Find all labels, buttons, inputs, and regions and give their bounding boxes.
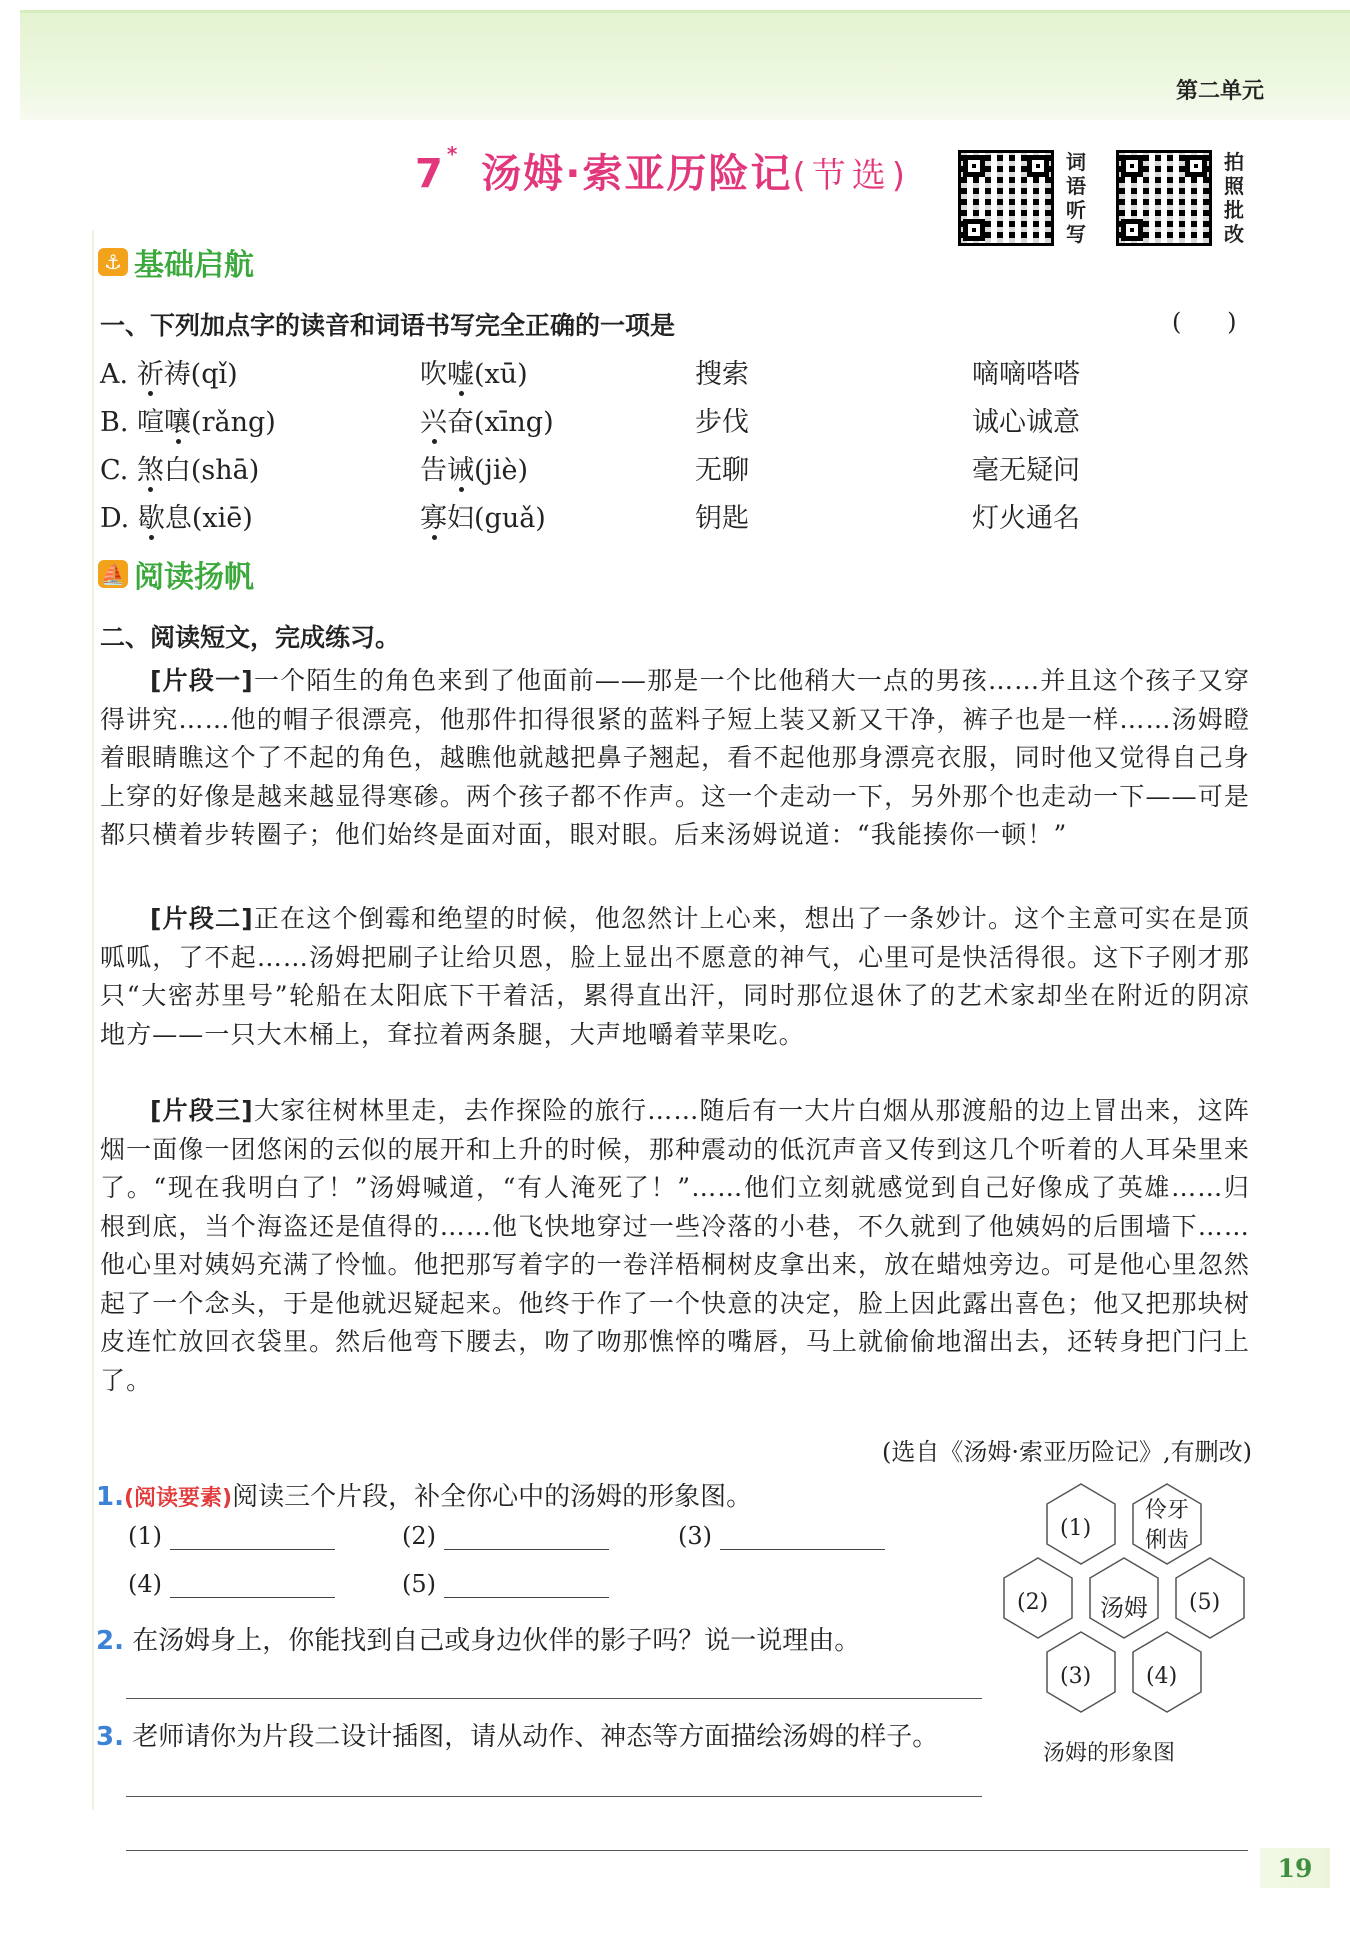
header-band — [20, 10, 1350, 120]
lesson-subtitle: (节选) — [792, 156, 912, 196]
page-number: 19 — [1260, 1848, 1330, 1888]
option-b-item-3: 步伐 — [695, 407, 749, 438]
answer-line-q3-1[interactable] — [126, 1796, 982, 1797]
lesson-number: 7 * — [415, 142, 460, 197]
passage-source: (选自《汤姆·索亚历险记》,有删改) — [882, 1438, 1252, 1466]
margin-rule — [92, 230, 94, 1810]
blank-4[interactable]: (4) — [128, 1570, 335, 1598]
header-rule — [20, 10, 1350, 13]
anchor-icon: ⚓ — [98, 248, 128, 276]
blank-3[interactable]: (3) — [678, 1522, 885, 1550]
option-b[interactable]: B. 喧嚷(rǎng) — [100, 407, 276, 438]
option-c-item-2: 告诫(jiè) — [420, 455, 529, 486]
sail-icon: ⛵ — [98, 560, 128, 588]
option-c-item-3: 无聊 — [695, 455, 749, 486]
answer-paren[interactable]: ( ) — [1172, 308, 1237, 336]
hex-label-3[interactable]: (2) — [1017, 1590, 1049, 1615]
option-a-item-4: 嘀嘀嗒嗒 — [972, 359, 1080, 390]
option-a[interactable]: A. 祈祷(qǐ) — [100, 359, 238, 390]
hex-label-1[interactable]: (1) — [1060, 1516, 1092, 1541]
option-d-item-3: 钥匙 — [695, 503, 749, 534]
option-b-item-2: 兴奋(xīng) — [420, 407, 554, 438]
qr-code-dictation[interactable] — [958, 150, 1054, 246]
hex-label-5[interactable]: (5) — [1189, 1590, 1221, 1615]
question-1-prompt: 一、下列加点字的读音和词语书写完全正确的一项是 — [100, 311, 676, 340]
reading-element-tag: (阅读要素) — [123, 1486, 233, 1511]
blank-1[interactable]: (1) — [128, 1522, 335, 1550]
section-heading-reading: ⛵ 阅读扬帆 — [98, 552, 254, 596]
passage-paragraph-2: [片段二]正在这个倒霉和绝望的时候，他忽然计上心来，想出了一条妙计。这个主意可实在是顶呱呱，了不起……汤姆把刷子让给贝恩，脸上显出不愿意的神气，心里可是快活得很。这下子刚才那只“大密苏里号”轮船在太阳底下干着活，累得直出汗，同时那位退休了的艺术家却坐在附近的阴凉地方——一只大木桶上，耷拉着两条腿，大声地嚼着苹果吃。 — [100, 904, 1250, 1049]
passage-paragraph-1: [片段一]一个陌生的角色来到了他面前——那是一个比他稍大一点的男孩……并且这个孩子又穿得讲究……他的帽子很漂亮，他那件扣得很紧的蓝料子短上装又新又干净，裤子也是一样……汤姆瞪着眼睛瞧这个了不起的角色，越瞧他就越把鼻子翘起，看不起他那身漂亮衣服，同时他又觉得自己身上穿的好像是越来越显得寒碜。两个孩子都不作声。这一个走动一下，另外那个也走动一下——可是都只横着步转圈子；他们始终是面对面，眼对眼。后来汤姆说道：“我能揍你一顿！” — [100, 666, 1250, 849]
blank-5[interactable]: (5) — [402, 1570, 609, 1598]
option-a-item-2: 吹嘘(xū) — [420, 359, 528, 390]
hex-label-6[interactable]: (3) — [1060, 1664, 1092, 1689]
hex-label-7[interactable]: (4) — [1146, 1664, 1178, 1689]
lesson-title — [415, 142, 911, 199]
passage-paragraph-3: [片段三]大家往树林里走，去作探险的旅行……随后有一大片白烟从那渡船的边上冒出来，这阵烟一面像一团悠闲的云似的展开和上升的时候，那种震动的低沉声音又传到这几个听着的人耳朵里来了。“现在我明白了！”汤姆喊道，“有人淹死了！”……他们立刻就感觉到自己好像成了英雄……归根到底，当个海盗还是值得的……他飞快地穿过一些冷落的小巷，不久就到了他姨妈的后围墙下……他心里对姨妈充满了怜恤。他把那写着字的一卷洋梧桐树皮拿出来，放在蜡烛旁边。可是他心里忽然起了一个念头，于是他就迟疑起来。他终于作了一个快意的决定，脸上因此露出喜色；他又把那块树皮连忙放回衣袋里。然后他弯下腰去，吻了吻那憔悴的嘴唇，马上就偷偷地溜出去，还转身把门闩上了。 — [100, 1096, 1250, 1395]
reading-question-3: 3. 老师请你为片段二设计插图，请从动作、神态等方面描绘汤姆的样子。 — [96, 1722, 939, 1752]
question-2-prompt: 二、阅读短文，完成练习。 — [100, 623, 401, 652]
reading-question-1: 1.(阅读要素)阅读三个片段，补全你心中的汤姆的形象图。 — [96, 1482, 753, 1512]
hex-label-center: 汤姆 — [1100, 1594, 1148, 1622]
answer-line-q3-2[interactable] — [126, 1850, 1248, 1851]
lesson-title-text: 汤姆·索亚历险记 — [481, 151, 793, 197]
option-d-item-2: 寡妇(guǎ) — [420, 503, 546, 534]
option-c-item-4: 毫无疑问 — [972, 455, 1080, 486]
qr-code-photo-grading[interactable] — [1116, 150, 1212, 246]
unit-label: 第二单元 — [1175, 79, 1264, 104]
reading-question-2: 2. 在汤姆身上，你能找到自己或身边伙伴的影子吗？说一说理由。 — [96, 1626, 861, 1656]
blank-2[interactable]: (2) — [402, 1522, 609, 1550]
option-d-item-4: 灯火通名 — [972, 503, 1080, 534]
option-a-item-1: 祈 — [136, 359, 164, 390]
hex-label-2: 伶牙俐齿 — [1144, 1498, 1189, 1553]
section-heading-basics: ⚓ 基础启航 — [98, 240, 254, 284]
option-a-item-3: 搜索 — [695, 359, 749, 390]
qr-label-dictation: 词 语 听 写 — [1066, 150, 1086, 246]
option-c[interactable]: C. 煞白(shā) — [100, 455, 260, 486]
answer-line-q2[interactable] — [126, 1698, 982, 1699]
qr-label-photo-grading: 拍 照 批 改 — [1224, 150, 1244, 246]
option-d[interactable]: D. 歇息(xiē) — [100, 503, 253, 534]
hex-diagram-caption: 汤姆的形象图 — [1043, 1741, 1176, 1766]
option-b-item-4: 诚心诚意 — [972, 407, 1080, 438]
